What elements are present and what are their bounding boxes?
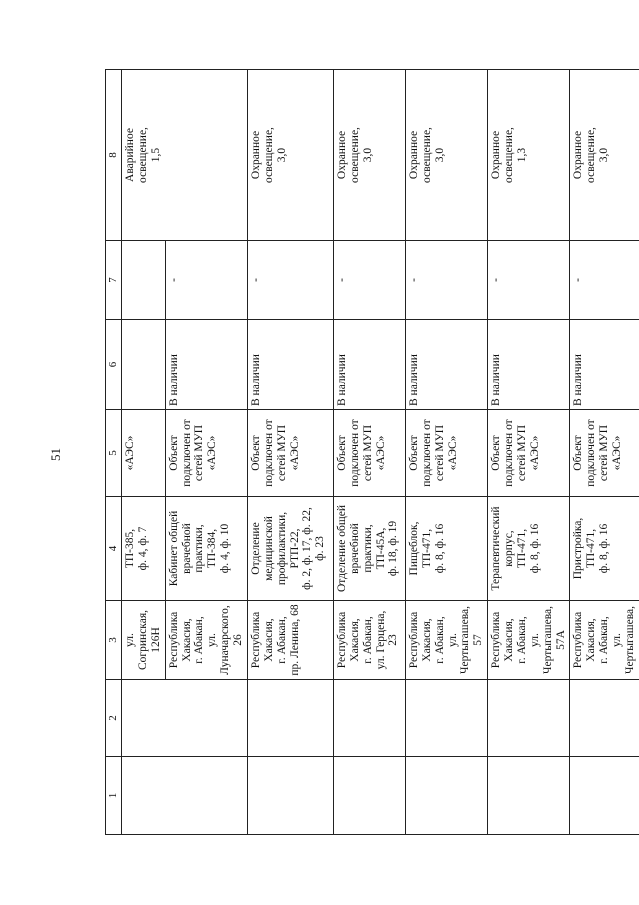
table-cell xyxy=(405,757,487,835)
table-cell: Охранное освещение, 3,0 xyxy=(570,70,639,241)
table-cell xyxy=(570,757,639,835)
table-cell: ТП-385, ф. 4, ф. 7 xyxy=(122,497,166,601)
table-cell: Охранное освещение, 3,0 xyxy=(405,70,487,241)
table-cell: В наличии xyxy=(247,320,333,410)
table-cell: «АЭС» xyxy=(122,410,166,497)
table-cell: Республика Хакасия, г. Абакан, ул. Чертыгашева, 57А xyxy=(488,601,570,680)
header-cell: 3 xyxy=(106,601,122,680)
table-row xyxy=(488,70,570,835)
table-cell xyxy=(122,241,166,320)
header-cell: 5 xyxy=(106,410,122,497)
table-cell: Объект подключен от сетей МУП «АЭС» xyxy=(165,410,247,497)
table-cell: Охранное освещение, 3,0 xyxy=(333,70,405,241)
page-number: 51 xyxy=(48,448,63,461)
table-cell: Пищеблок, ТП-471, ф. 8, ф. 16 xyxy=(405,497,487,601)
table-row xyxy=(122,70,166,835)
table-cell: В наличии xyxy=(488,320,570,410)
table-cell xyxy=(570,680,639,757)
table-cell: Охранное освещение, 1,3 xyxy=(488,70,570,241)
table-cell: Отделение общей врачебной практики, ТП-45А, ф. 18, ф. 19 xyxy=(333,497,405,601)
table-cell: Республика Хакасия, г. Абакан, пр. Ленина, 68 xyxy=(247,601,333,680)
rotated-table-wrapper xyxy=(105,70,636,835)
header-row xyxy=(106,70,122,835)
table-cell: Объект подключен от сетей МУП «АЭС» xyxy=(405,410,487,497)
header-cell: 2 xyxy=(106,680,122,757)
table-row xyxy=(247,70,333,835)
header-cell: 8 xyxy=(106,70,122,241)
header-cell: 1 xyxy=(106,757,122,835)
table-cell: Объект подключен от сетей МУП «АЭС» xyxy=(570,410,639,497)
table-cell: Аварийное освещение, 1,5 xyxy=(122,70,248,241)
table-cell: Терапевтический корпус, ТП-471, ф. 8, ф. 16 xyxy=(488,497,570,601)
table-cell: Пристройка, ТП-471, ф. 8, ф. 16 xyxy=(570,497,639,601)
table-cell xyxy=(122,757,248,835)
table-cell xyxy=(122,680,248,757)
table-cell: ул. Согринская, 126Н xyxy=(122,601,166,680)
table-cell xyxy=(333,757,405,835)
table-row xyxy=(333,70,405,835)
table-cell xyxy=(122,320,166,410)
table-cell: Республика Хакасия, г. Абакан, ул. Чертыгашева, 57 xyxy=(405,601,487,680)
table-cell: В наличии xyxy=(165,320,247,410)
table-cell xyxy=(405,680,487,757)
table-cell: В наличии xyxy=(570,320,639,410)
table-row xyxy=(405,70,487,835)
table-cell: - xyxy=(570,241,639,320)
table-cell: - xyxy=(405,241,487,320)
data-table xyxy=(105,69,639,835)
table-cell: В наличии xyxy=(405,320,487,410)
table-cell xyxy=(247,680,333,757)
table-cell xyxy=(488,680,570,757)
header-cell: 7 xyxy=(106,241,122,320)
table-cell: Объект подключен от сетей МУП «АЭС» xyxy=(488,410,570,497)
table-cell xyxy=(247,757,333,835)
table-cell: Охранное освещение, 3,0 xyxy=(247,70,333,241)
table-cell: Объект подключен от сетей МУП «АЭС» xyxy=(247,410,333,497)
table-cell: Республика Хакасия, г. Абакан, ул. Чертыгашева, xyxy=(570,601,639,680)
table-row xyxy=(570,70,639,835)
table-cell: - xyxy=(247,241,333,320)
table-cell: Кабинет общей врачебной практики, ТП-384, ф. 4, ф. 10 xyxy=(165,497,247,601)
table-cell: - xyxy=(333,241,405,320)
table-cell xyxy=(333,680,405,757)
table-cell: Объект подключен от сетей МУП «АЭС» xyxy=(333,410,405,497)
header-cell: 4 xyxy=(106,497,122,601)
table-cell: - xyxy=(488,241,570,320)
table-cell: Отделение медицинской профилактики, РТП-22, ф. 2, ф. 17, ф. 22, ф. 23 xyxy=(247,497,333,601)
table-cell: В наличии xyxy=(333,320,405,410)
header-cell: 6 xyxy=(106,320,122,410)
table-cell: Республика Хакасия, г. Абакан, ул. Герцена, 23 xyxy=(333,601,405,680)
table-cell: Республика Хакасия, г. Абакан, ул. Луначарского, 26 xyxy=(165,601,247,680)
table-cell xyxy=(488,757,570,835)
table-cell: - xyxy=(165,241,247,320)
